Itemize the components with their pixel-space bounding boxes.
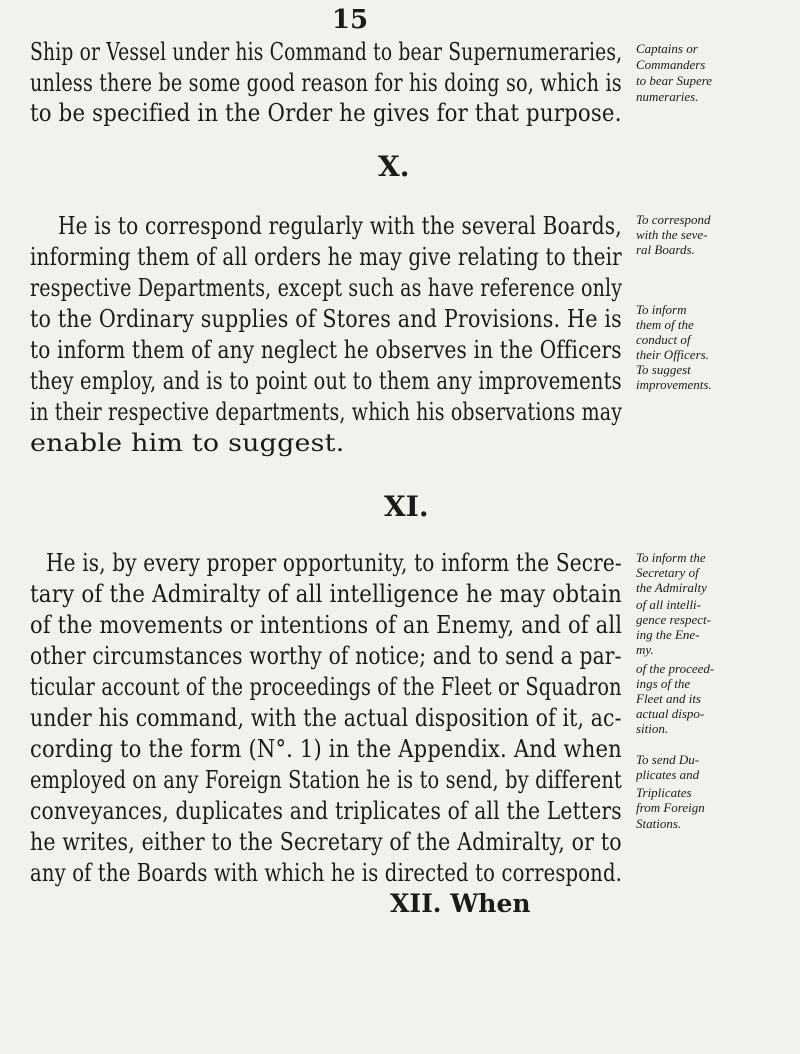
text-line: He is to correspond regularly with the several Boards, bbox=[58, 212, 622, 240]
text-line: respective Departments, except such as have reference only bbox=[30, 274, 623, 302]
note-line: conduct of bbox=[636, 332, 691, 347]
note-line: To inform the bbox=[636, 550, 706, 565]
note-line: of the proceed- bbox=[636, 661, 715, 676]
note-line: Fleet and its bbox=[636, 691, 701, 706]
note-line: To inform bbox=[636, 302, 687, 317]
note-line: ings of the bbox=[636, 676, 691, 691]
note-line: To send Du- bbox=[636, 752, 700, 767]
text-line: ticular account of the proceedings of the Fleet or Squadron bbox=[30, 673, 622, 701]
note-line: gence respect- bbox=[636, 612, 711, 627]
section-heading-x: X. bbox=[378, 150, 410, 183]
note-line: To correspond bbox=[636, 212, 711, 227]
note-line: their Officers. bbox=[636, 347, 709, 362]
catchword: XII. When bbox=[390, 889, 531, 918]
note-line: of all intelli- bbox=[636, 597, 701, 612]
text-line: cording to the form (N°. 1) in the Appendix. And when bbox=[30, 735, 622, 763]
note-line: with the seve- bbox=[636, 227, 708, 242]
text-line: enable him to suggest. bbox=[30, 429, 345, 457]
note-line: my. bbox=[636, 642, 654, 657]
note-line: sition. bbox=[636, 721, 669, 736]
page-number: 15 bbox=[331, 5, 369, 35]
section-heading-xi: XI. bbox=[384, 490, 429, 523]
text-line: conveyances, duplicates and triplicates of all the Letters bbox=[30, 797, 622, 825]
note-line: ing the Ene- bbox=[636, 627, 700, 642]
text-line: of the movements or intentions of an Enemy, and of all bbox=[30, 611, 623, 639]
note-line: them of the bbox=[636, 317, 694, 332]
text-line: Ship or Vessel under his Command to bear Supernumeraries, bbox=[30, 38, 623, 66]
text-line: employed on any Foreign Station he is to send, by different bbox=[30, 766, 622, 794]
text-line: other circumstances worthy of notice; and to send a par- bbox=[30, 642, 622, 670]
note-line: improvements. bbox=[636, 377, 712, 392]
text-line: unless there be some good reason for his doing so, which is bbox=[30, 69, 622, 97]
note-line: numeraries. bbox=[636, 89, 699, 104]
text-line: to inform them of any neglect he observes in the Officers bbox=[30, 336, 622, 364]
note-line: Captains or bbox=[636, 41, 698, 56]
text-line: to be specified in the Order he gives for that purpose. bbox=[30, 99, 622, 127]
text-line: He is, by every proper opportunity, to inform the Secre- bbox=[46, 549, 622, 577]
text-line: any of the Boards with which he is directed to correspond. bbox=[30, 859, 623, 887]
text-line: informing them of all orders he may give relating to their bbox=[30, 243, 622, 271]
note-line: to bear Supere bbox=[636, 73, 713, 88]
text-line: they employ, and is to point out to them any improvements bbox=[30, 367, 622, 395]
note-line: the Admiralty bbox=[636, 580, 707, 595]
note-line: ral Boards. bbox=[636, 242, 695, 257]
note-line: Stations. bbox=[636, 816, 682, 831]
text-line: he writes, either to the Secretary of the Admiralty, or to bbox=[30, 828, 622, 856]
text-line: in their respective departments, which his observations may bbox=[30, 398, 623, 426]
text-line: to the Ordinary supplies of Stores and Provisions. He is bbox=[30, 305, 622, 333]
note-line: Commanders bbox=[636, 57, 706, 72]
note-line: To suggest bbox=[636, 362, 691, 377]
text-line: tary of the Admiralty of all intelligence he may obtain bbox=[30, 580, 622, 608]
note-line: from Foreign bbox=[636, 800, 705, 815]
note-line: Triplicates bbox=[636, 785, 692, 800]
text-line: under his command, with the actual disposition of it, ac- bbox=[30, 704, 622, 732]
note-line: plicates and bbox=[636, 767, 700, 782]
note-line: Secretary of bbox=[636, 565, 699, 580]
note-line: actual dispo- bbox=[636, 706, 705, 721]
